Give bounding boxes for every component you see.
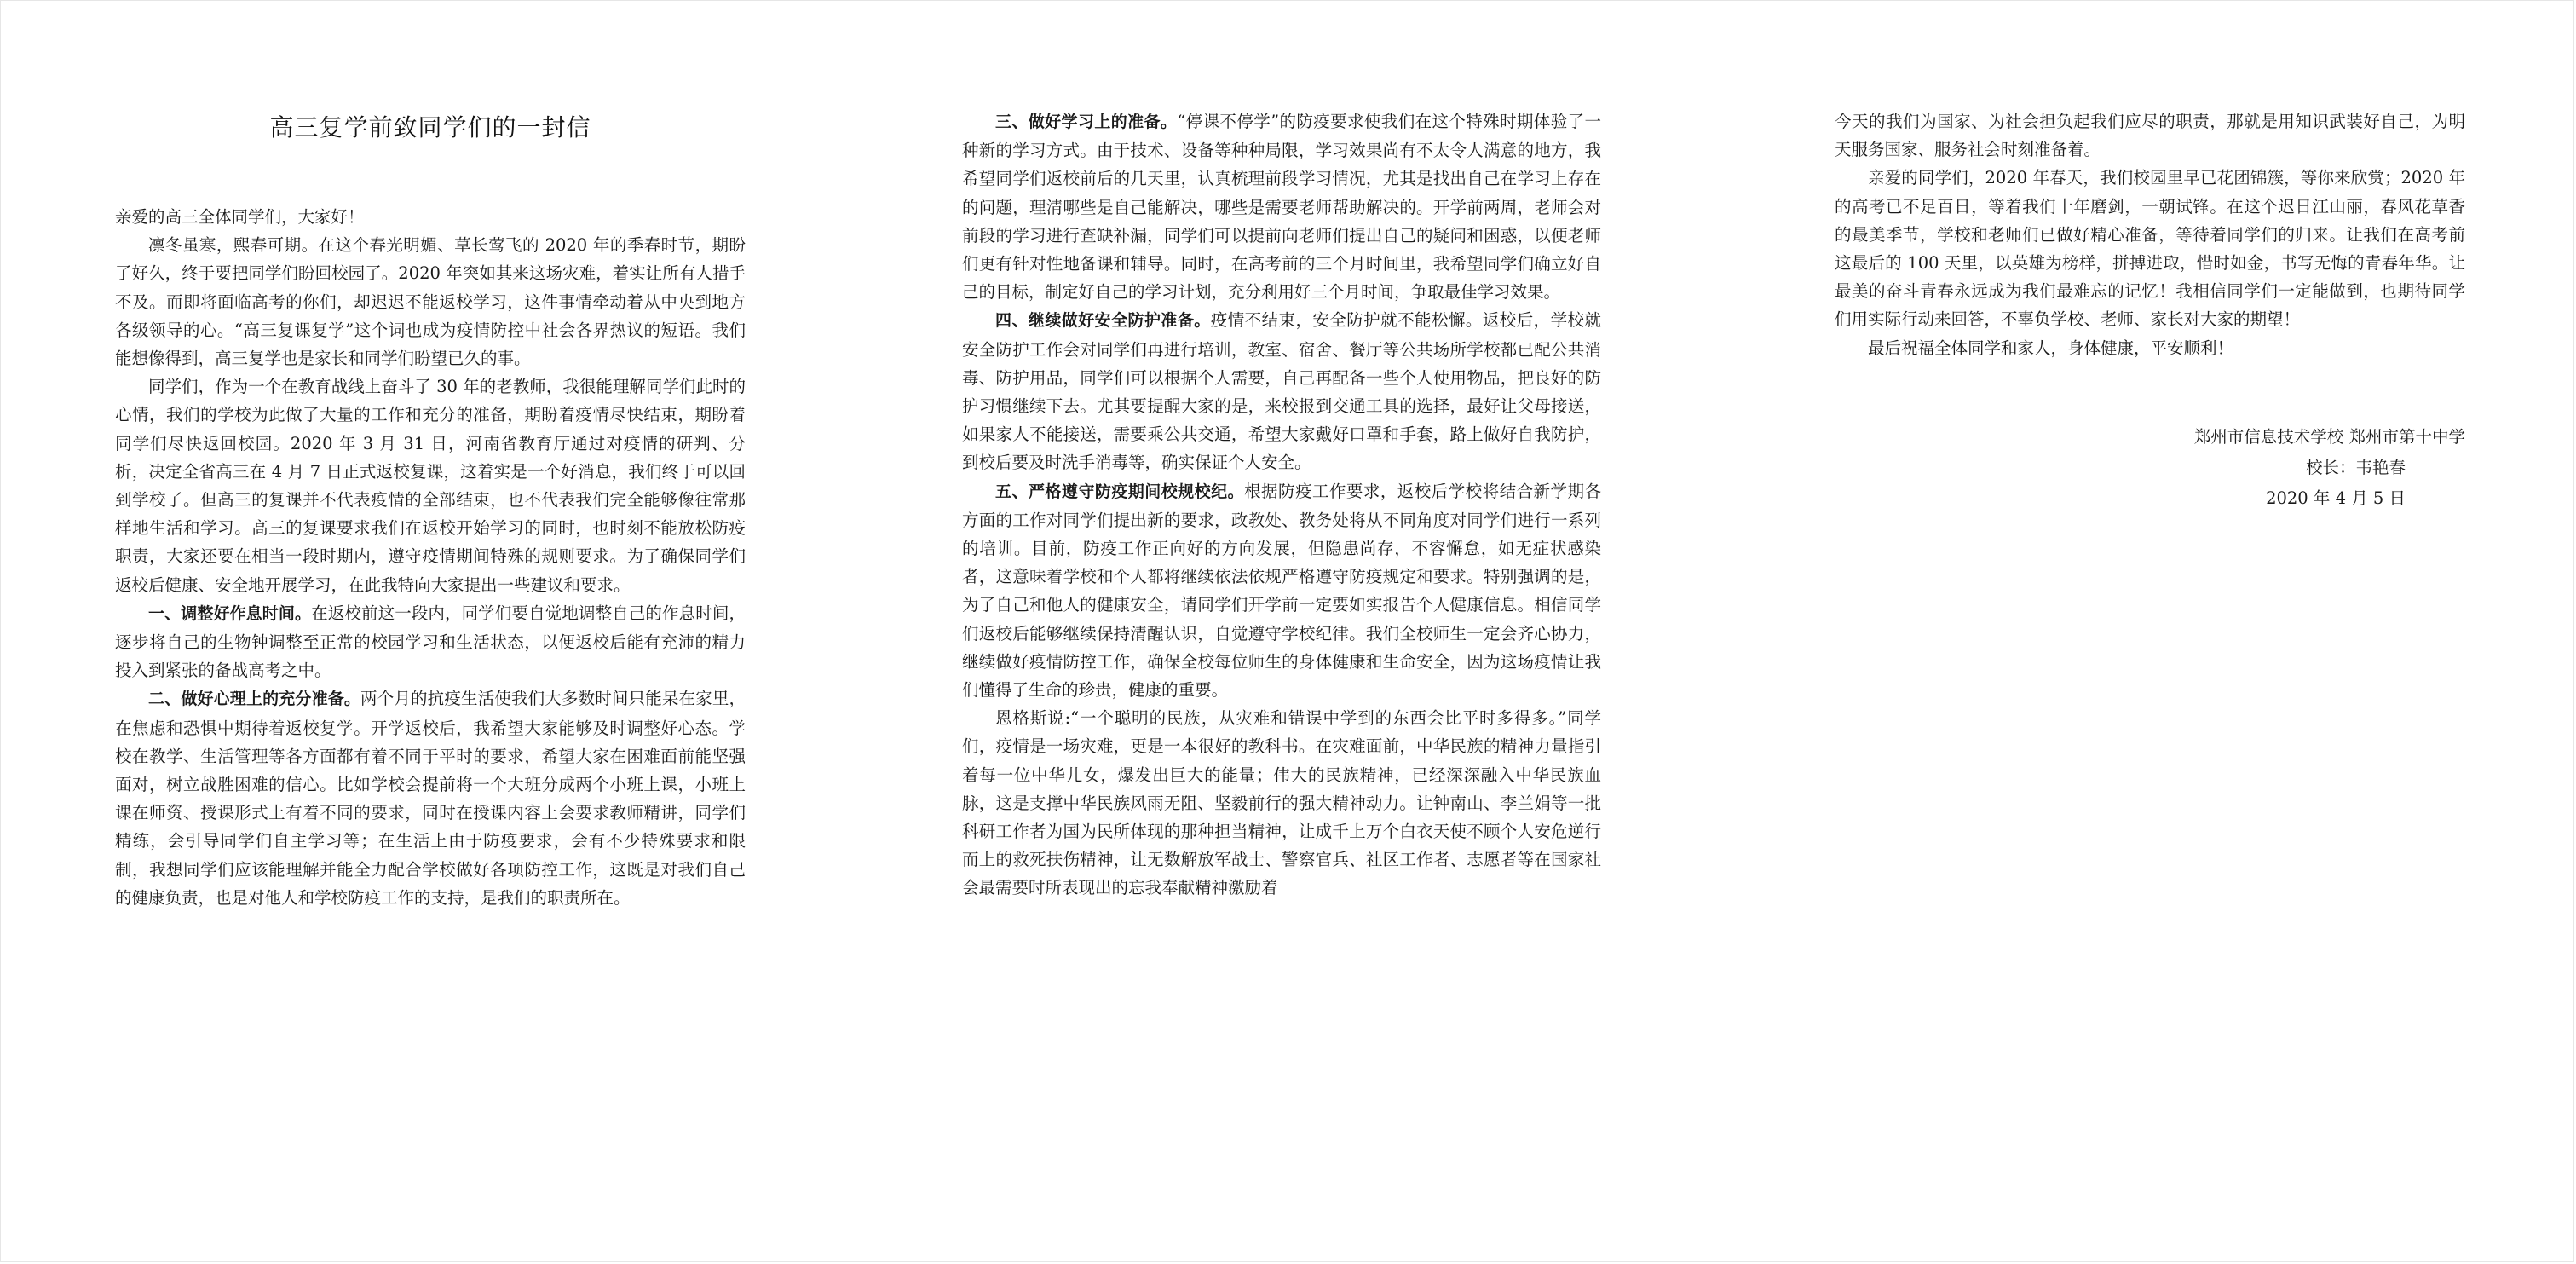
section-heading: 一、调整好作息时间。 — [148, 603, 312, 623]
closing-paragraph: 最后祝福全体同学和家人，身体健康，平安顺利！ — [1868, 338, 2234, 358]
section-paragraph — [115, 599, 746, 685]
closing-paragraph-continued: 今天的我们为国家、为社会担负起我们应尽的职责，那就是用知识武装好自己，为明天服务国家、服务社会时刻准备着。 — [1835, 112, 2465, 160]
section-heading: 三、做好学习上的准备。 — [995, 113, 1178, 131]
intro-paragraph: 同学们，作为一个在教育战线上奋斗了 30 年的老教师，我很能理解同学们此时的心情，我们的学校为此做了大量的工作和充分的准备，期盼着疫情尽快结束，期盼着同学们尽快返回校园。2020 年 3 月 31 日，河南省教育厅通过对疫情的研判、分析，决定全省高三在 4 月 7 日正式返校复课，这着实是一个好消息，我们终于可以回到学校了。但高三的复课并不代表疫情的全部结束，也不代表我们完全能够像往常那样地生活和学习。高三的复课要求我们在返校开始学习的同时，也时刻不能放松防疫职责，大家还要在相当一段时期内，遵守疫情期间特殊的规则要求。为了确保同学们返校后健康、安全地开展学习，在此我特向大家提出一些建议和要求。 — [115, 377, 746, 595]
signature-schools: 郑州市信息技术学校 郑州市第十中学 — [2193, 426, 2465, 447]
section-body: 疫情不结束，安全防护就不能松懈。返校后，学校就安全防护工作会对同学们再进行培训，教室、宿舍、餐厅等公共场所学校都已配公共消毒、防护用品，同学们可以根据个人需要，自己再配备一些个人使用物品，把良好的防护习惯继续下去。尤其要提醒大家的是，来校报到交通工具的选择，最好让父母接送，如果家人不能接送，需要乘公共交通，希望大家戴好口罩和手套，路上做好自我防护，到校后要及时洗手消毒等，确实保证个人安全。 — [962, 310, 1601, 473]
signature-principal: 校长：韦艳春 — [2305, 457, 2406, 477]
section-body: 在返校前这一段内，同学们要自觉地调整自己的作息时间，逐步将自己的生物钟调整至正常的校园学习和生活状态，以便返校后能有充沛的精力投入到紧张的备战高考之中。 — [115, 603, 746, 681]
section-body: 根据防疫工作要求，返校后学校将结合新学期各方面的工作对同学们提出新的要求，政教处、教务处将从不同角度对同学们进行一系列的培训。目前，防疫工作正向好的方向发展，但隐患尚存，不容懈怠，如无症状感染者，这意味着学校和个人都将继续依法依规严格遵守防疫规定和要求。特别强调的是，为了自己和他人的健康安全，请同学们开学前一定要如实报告个人健康信息。相信同学们返校后能够继续保持清醒认识，自觉遵守学校纪律。我们全校师生一定会齐心协力，继续做好疫情防控工作，确保全校每位师生的身体健康和生命安全，因为这场疫情让我们懂得了生命的珍贵，健康的重要。 — [962, 481, 1601, 701]
section-heading: 五、严格遵守防疫期间校规校纪。 — [995, 482, 1245, 501]
closing-paragraph: 恩格斯说:“一个聪明的民族，从灾难和错误中学到的东西会比平时多得多。”同学们，疫情是一场灾难，更是一本很好的教科书。在灾难面前，中华民族的精神力量指引着每一位中华儿女，爆发出巨大的能量；伟大的民族精神，已经深深融入中华民族血脉，这是支撑中华民族风雨无阻、坚毅前行的强大精神动力。让钟南山、李兰娟等一批科研工作者为国为民所体现的那种担当精神，让成千上万个白衣天使不顾个人安危逆行而上的救死扶伤精神，让无数解放军战士、警察官兵、社区工作者、志愿者等在国家社会最需要时所表现出的忘我奉献精神激励着 — [962, 708, 1601, 898]
closing-paragraph: 亲爱的同学们，2020 年春天，我们校园里早已花团锦簇，等你来欣赏；2020 年的高考已不足百日，等着我们十年磨剑，一朝试锋。在这个迟日江山丽，春风花草香的最美季节，学校和老师们已做好精心准备，等待着同学们的归来。让我们在高考前这最后的 100 天里，以英雄为榜样，拼搏进取，惜时如金，书写无悔的青春年华。让最美的奋斗青春永远成为我们最难忘的记忆！我相信同学们一定能做到，也期待同学们用实际行动来回答，不辜负学校、老师、家长对大家的期望！ — [1835, 168, 2465, 330]
letter-page-3 — [1835, 0, 2465, 1264]
section-paragraph — [962, 107, 1601, 306]
section-paragraph — [962, 477, 1601, 705]
letter-page-2 — [962, 0, 1601, 1264]
section-heading: 二、做好心理上的充分准备。 — [148, 690, 361, 709]
letter-title: 高三复学前致同学们的一封信 — [269, 113, 591, 141]
section-paragraph — [115, 684, 746, 912]
section-body: 两个月的抗疫生活使我们大多数时间只能呆在家里，在焦虑和恐惧中期待着返校复学。开学返校后，我希望大家能够及时调整好心态。学校在教学、生活管理等各方面都有着不同于平时的要求，希望大家在困难面前能坚强面对，树立战胜困难的信心。比如学校会提前将一个大班分成两个小班上课，小班上课在师资、授课形式上有着不同的要求，同时在授课内容上会要求教师精讲，同学们精练，会引导同学们自主学习等；在生活上由于防疫要求，会有不少特殊要求和限制，我想同学们应该能理解并能全力配合学校做好各项防控工作，这既是对我们自己的健康负责，也是对他人和学校防疫工作的支持，是我们的职责所在。 — [115, 689, 746, 908]
signature-block — [1835, 422, 2465, 514]
intro-paragraph: 凛冬虽寒，熙春可期。在这个春光明媚、草长莺飞的 2020 年的季春时节，期盼了好久，终于要把同学们盼回校园了。2020 年突如其来这场灾难，着实让所有人措手不及。而即将面临高考的你们，却迟迟不能返校学习，这件事情牵动着从中央到地方各级领导的心。“高三复课复学”这个词也成为疫情防控中社会各界热议的短语。我们能想像得到，高三复学也是家长和同学们盼望已久的事。 — [115, 235, 746, 369]
letter-page-1 — [115, 0, 746, 1264]
signature-date: 2020 年 4 月 5 日 — [2266, 488, 2406, 508]
section-paragraph — [962, 306, 1601, 476]
section-body: “停课不停学”的防疫要求使我们在这个特殊时期体验了一种新的学习方式。由于技术、设备等种种局限，学习效果尚有不太令人满意的地方，我希望同学们返校前后的几天里，认真梳理前段学习情况，尤其是找出自己在学习上存在的问题，理清哪些是自己能解决，哪些是需要老师帮助解决的。开学前两周，老师会对前段的学习进行查缺补漏，同学们可以提前向老师们提出自己的疑问和困惑，以便老师们更有针对性地备课和辅导。同时，在高考前的三个月时间里，我希望同学们确立好自己的目标，制定好自己的学习计划，充分利用好三个月时间，争取最佳学习效果。 — [962, 112, 1601, 303]
letter-greeting: 亲爱的高三全体同学们，大家好！ — [115, 207, 365, 227]
section-heading: 四、继续做好安全防护准备。 — [995, 311, 1211, 331]
